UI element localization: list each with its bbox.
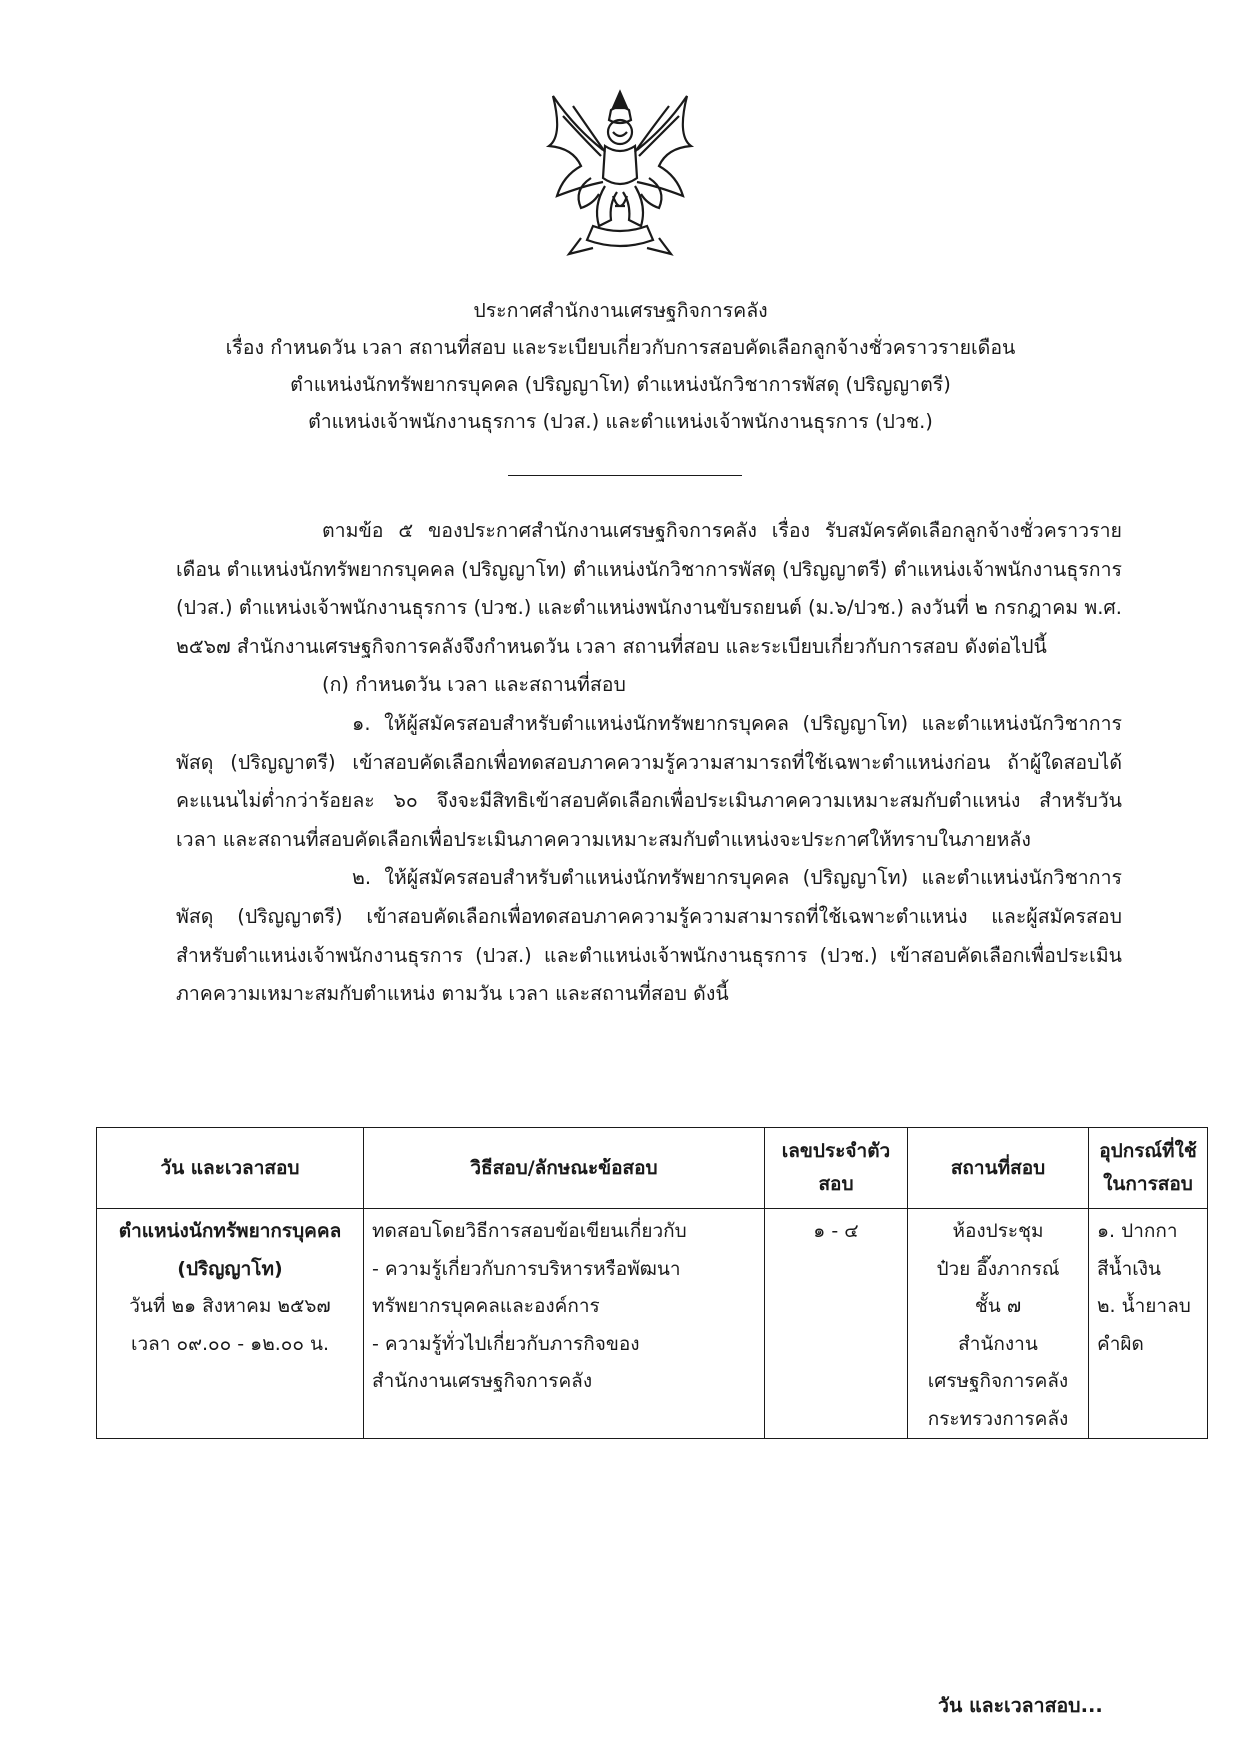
section-a-heading: (ก) กำหนดวัน เวลา และสถานที่สอบ [322,673,626,697]
cell-venue: ห้องประชุม ป๋วย อึ๊งภากรณ์ ชั้น ๗ สำนักงาน เศรษฐกิจการคลัง กระทรวงการคลัง [908,1209,1089,1439]
cell-date-time: ตำแหน่งนักทรัพยากรบุคคล (ปริญญาโท) วันที่ ๒๑ สิงหาคม ๒๕๖๗ เวลา ๐๙.๐๐ - ๑๒.๐๐ น. [97,1209,364,1439]
cell-method: ทดสอบโดยวิธีการสอบข้อเขียนเกี่ยวกับ - ความรู้เกี่ยวกับการบริหารหรือพัฒนา ทรัพยากรบุคคลและองค์การ - ความรู้ทั่วไปเกี่ยวกับภารกิจของ สำนักงานเศรษฐกิจการคลัง [364,1209,765,1439]
exam-schedule-table [96,1127,1208,1439]
table-row [97,1209,1208,1439]
header-positions-2: ตำแหน่งเจ้าพนักงานธุรการ (ปวส.) และตำแหน่งเจ้าพนักงานธุรการ (ปวช.) [308,410,933,433]
table-header-row [97,1128,1208,1209]
col-venue: สถานที่สอบ [908,1128,1089,1209]
col-equipment: อุปกรณ์ที่ใช้ ในการสอบ [1089,1128,1208,1209]
garuda-emblem-icon [533,86,708,261]
header-positions-1: ตำแหน่งนักทรัพยากรบุคคล (ปริญญาโท) ตำแหน่งนักวิชาการพัสดุ (ปริญญาตรี) [290,373,951,396]
col-method: วิธีสอบ/ลักษณะข้อสอบ [364,1128,765,1209]
item-1-paragraph: ๑. ให้ผู้สมัครสอบสำหรับตำแหน่งนักทรัพยากรบุคคล (ปริญญาโท) และตำแหน่งนักวิชาการพัสดุ (ปริญญาตรี) เข้าสอบคัดเลือกเพื่อทดสอบภาคความรู้ความสามารถที่ใช้เฉพาะตำแหน่งก่อน ถ้าผู้ใดสอบได้คะแนนไม่ต่ำกว่าร้อยละ ๖๐ จึงจะมีสิทธิเข้าสอบคัดเลือกเพื่อประเมินภาคความเหมาะสมกับตำแหน่ง สำหรับวัน เวลา และสถานที่สอบคัดเลือกเพื่อประเมินภาคความเหมาะสมกับตำแหน่งจะประกาศให้ทราบในภายหลัง [176,711,1122,851]
intro-paragraph: ตามข้อ ๕ ของประกาศสำนักงานเศรษฐกิจการคลัง เรื่อง รับสมัครคัดเลือกลูกจ้างชั่วคราวรายเดือน ตำแหน่งนักทรัพยากรบุคคล (ปริญญาโท) ตำแหน่งนักวิชาการพัสดุ (ปริญญาตรี) ตำแหน่งเจ้าพนักงานธุรการ (ปวส.) ตำแหน่งเจ้าพนักงานธุรการ (ปวช.) และตำแหน่งพนักงานขับรถยนต์ (ม.๖/ปวช.) ลงวันที่ ๒ กรกฎาคม พ.ศ. ๒๕๖๗ สำนักงานเศรษฐกิจการคลังจึงกำหนดวัน เวลา สถานที่สอบ และระเบียบเกี่ยวกับการสอบ ดังต่อไปนี้ [176,519,1122,658]
header-title: ประกาศสำนักงานเศรษฐกิจการคลัง [473,299,768,322]
header-subject: เรื่อง กำหนดวัน เวลา สถานที่สอบ และระเบียบเกี่ยวกับการสอบคัดเลือกลูกจ้างชั่วคราวรายเดือน [225,336,1016,359]
col-date-time: วัน และเวลาสอบ [97,1128,364,1209]
item-2-paragraph: ๒. ให้ผู้สมัครสอบสำหรับตำแหน่งนักทรัพยากรบุคคล (ปริญญาโท) และตำแหน่งนักวิชาการพัสดุ (ปริญญาตรี) เข้าสอบคัดเลือกเพื่อทดสอบภาคความรู้ความสามารถที่ใช้เฉพาะตำแหน่ง และผู้สมัครสอบสำหรับตำแหน่งเจ้าพนักงานธุรการ (ปวส.) และตำแหน่งเจ้าพนักงานธุรการ (ปวช.) เข้าสอบคัดเลือกเพื่อประเมินภาคความเหมาะสมกับตำแหน่ง ตามวัน เวลา และสถานที่สอบ ดังนี้ [176,866,1122,1006]
continuation-marker: วัน และเวลาสอบ... [938,1694,1103,1717]
header-divider [508,475,742,476]
announcement-body [176,512,1122,1014]
cell-equipment: ๑. ปากกา สีน้ำเงิน ๒. น้ำยาลบ คำผิด [1089,1209,1208,1439]
announcement-header [150,292,1091,440]
col-seat-no: เลขประจำตัว สอบ [765,1128,908,1209]
cell-seat-range: ๑ - ๔ [765,1209,908,1439]
